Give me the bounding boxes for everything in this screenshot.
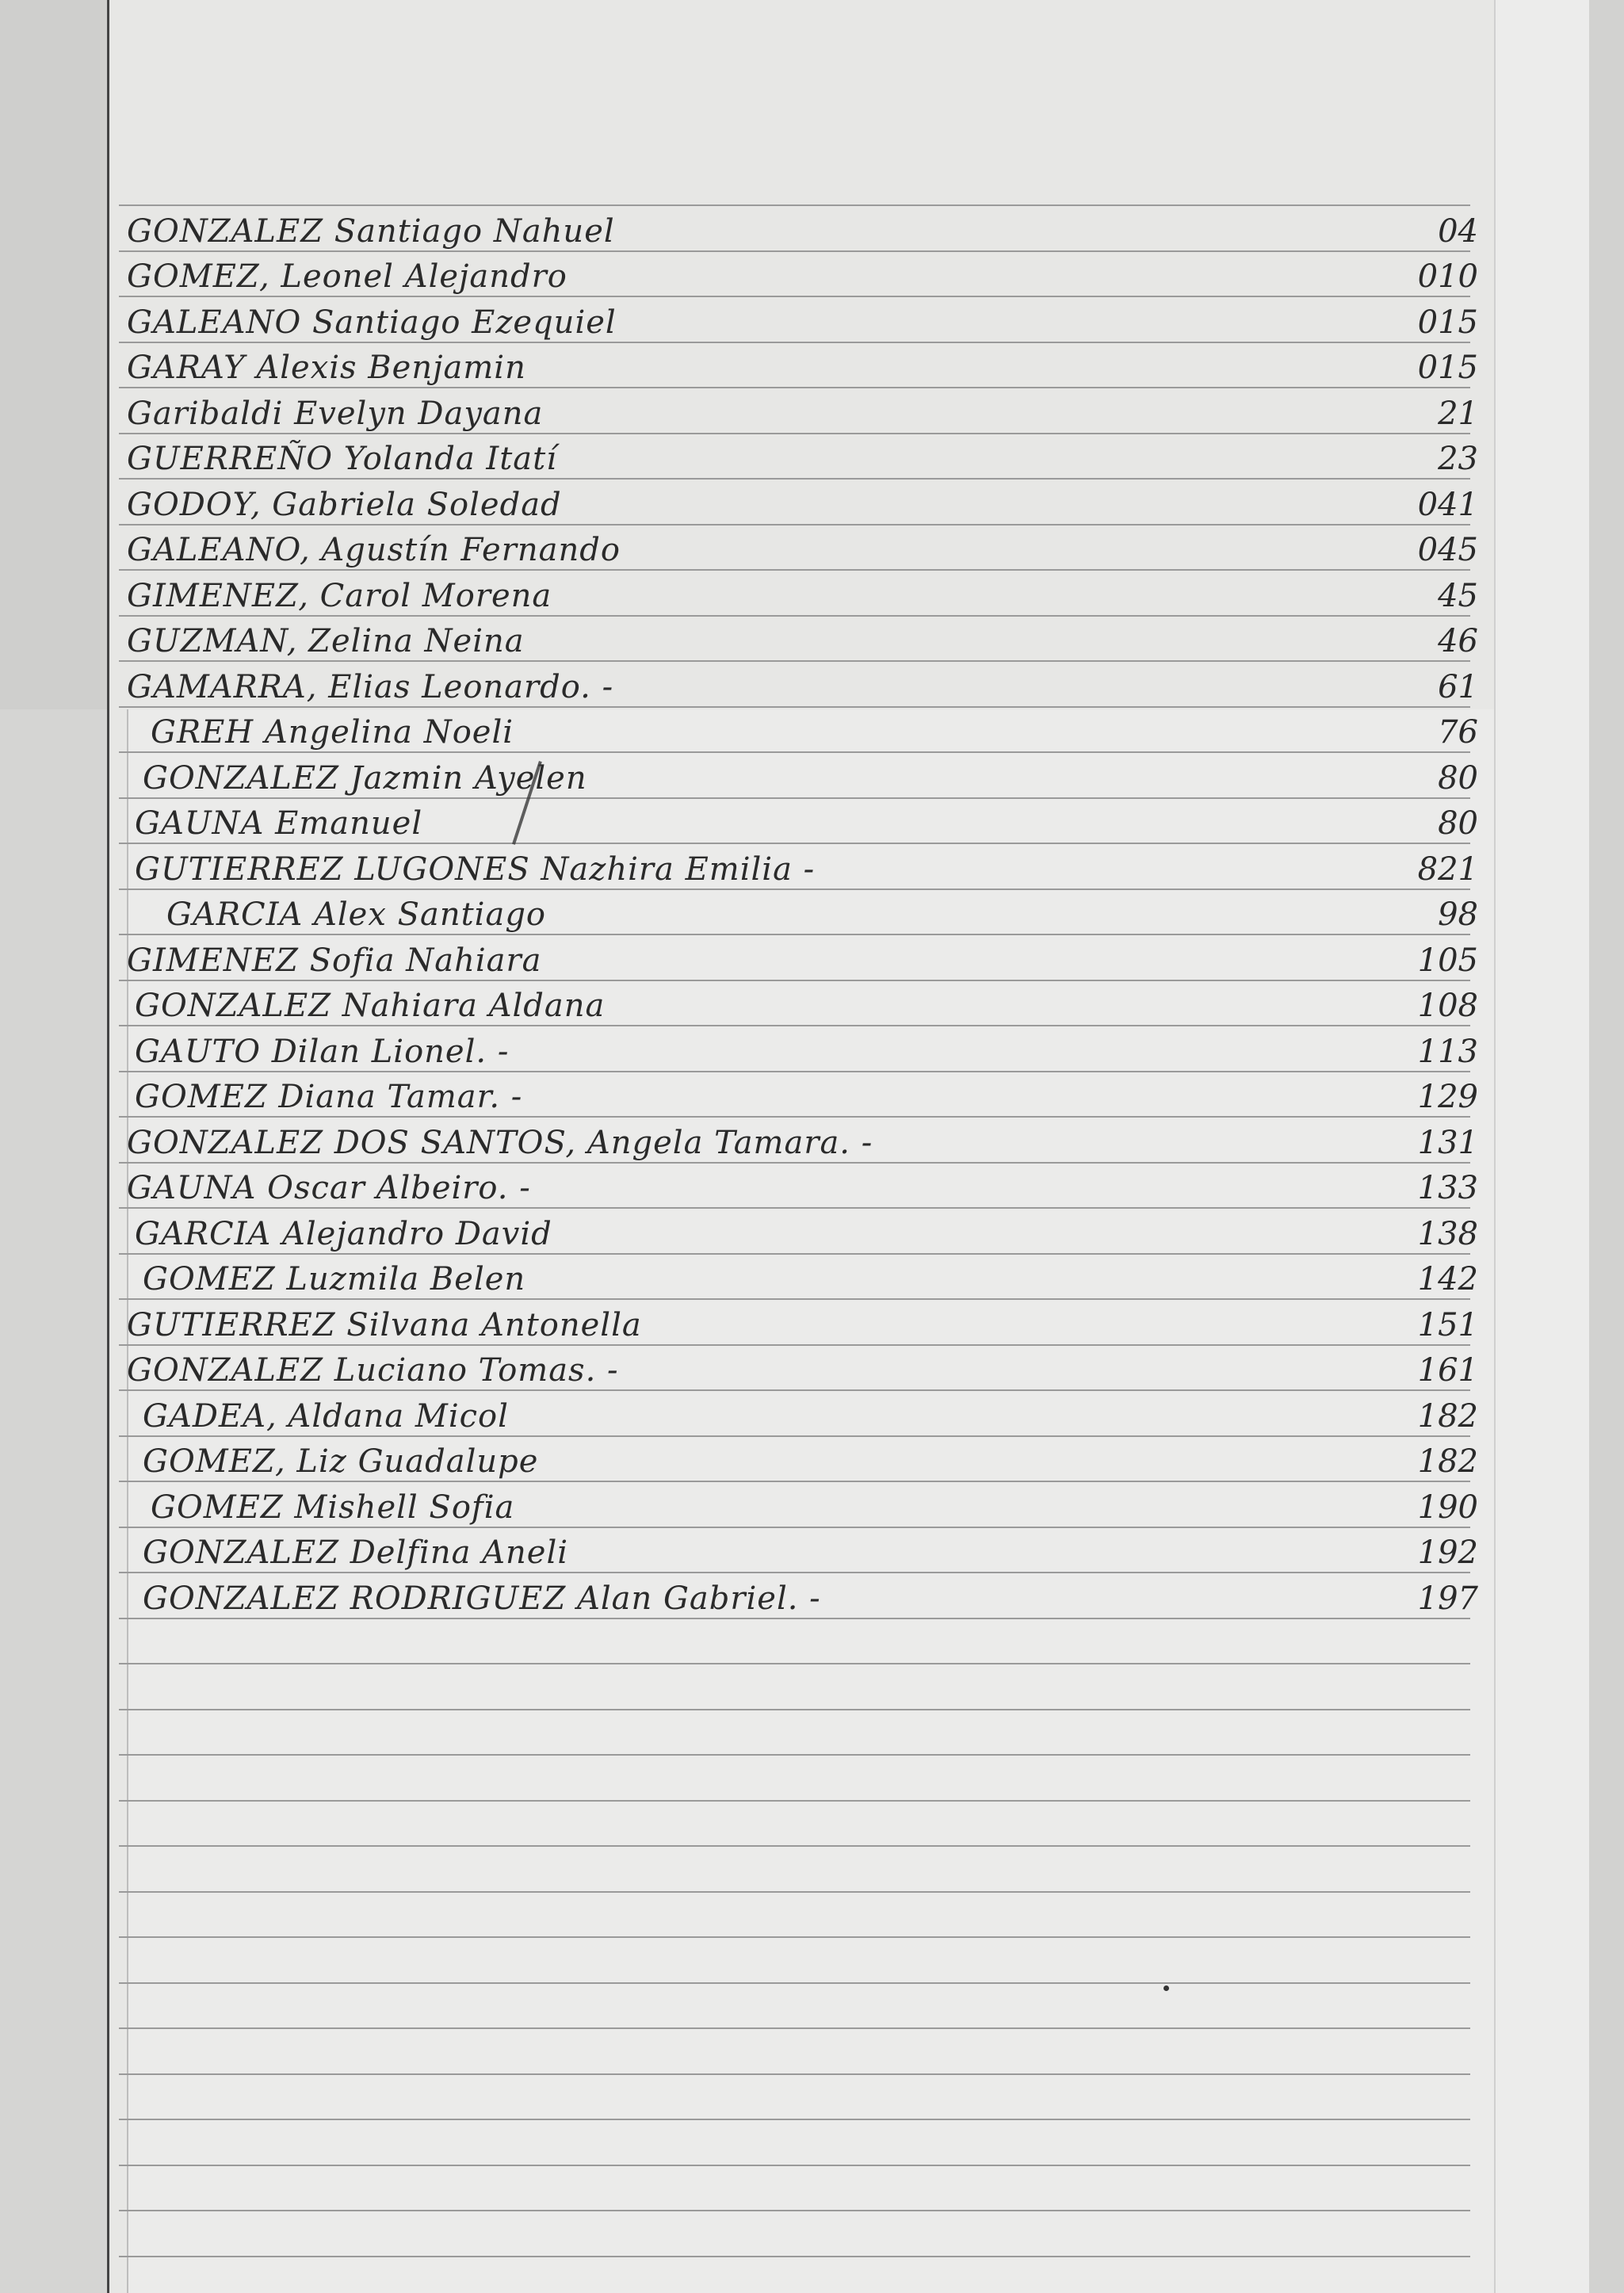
entry-name: GIMENEZ, Carol Morena	[127, 577, 552, 614]
ruled-line	[119, 2027, 1470, 2029]
entry-name: GUZMAN, Zelina Neina	[127, 623, 525, 659]
entry-number: 151	[1417, 1306, 1478, 1343]
entry-number: 76	[1438, 714, 1478, 751]
entry-name: GARCIA Alex Santiago	[166, 896, 547, 933]
entry-name: GOMEZ Mishell Sofia	[151, 1489, 515, 1526]
entry-name: GONZALEZ Santiago Nahuel	[127, 212, 615, 250]
entry-number: 105	[1417, 942, 1478, 979]
entry-number: 161	[1417, 1352, 1478, 1389]
entry-number: 21	[1438, 395, 1478, 432]
entry-name: GUTIERREZ Silvana Antonella	[127, 1306, 642, 1343]
entry-name: GUTIERREZ LUGONES Nazhira Emilia -	[135, 850, 816, 888]
entry-number: 010	[1417, 258, 1478, 295]
entry-name: GUERREÑO Yolanda Itatí	[127, 441, 557, 477]
entry-name: GOMEZ, Liz Guadalupe	[143, 1443, 539, 1480]
ruled-line	[119, 1982, 1470, 1984]
entry-number: 182	[1417, 1443, 1478, 1480]
ruled-line	[119, 1845, 1470, 1847]
entry-number: 113	[1417, 1033, 1478, 1070]
entry-name: GARAY Alexis Benjamin	[127, 350, 526, 386]
entry-number: 133	[1417, 1170, 1478, 1206]
ruled-line	[119, 1754, 1470, 1756]
entry-number: 98	[1438, 896, 1478, 933]
ruled-line	[119, 204, 1470, 206]
ruled-line	[119, 1936, 1470, 1938]
entry-name: GALEANO Santiago Ezequiel	[127, 304, 617, 341]
entry-number: 108	[1417, 988, 1478, 1024]
entry-number: 821	[1417, 850, 1478, 888]
entry-number: 46	[1438, 623, 1478, 659]
entry-number: 015	[1417, 304, 1478, 341]
entry-name: GIMENEZ Sofia Nahiara	[127, 942, 542, 979]
entry-number: 015	[1417, 350, 1478, 386]
entry-name: GOMEZ, Leonel Alejandro	[127, 258, 567, 295]
entry-name: GONZALEZ Delfina Aneli	[143, 1534, 569, 1571]
ruled-line	[119, 2073, 1470, 2075]
right-page-edge	[1589, 0, 1624, 2293]
entry-name: GAMARRA, Elias Leonardo. -	[127, 668, 614, 705]
entry-name: GONZALEZ Nahiara Aldana	[135, 988, 606, 1024]
ruled-line	[119, 2256, 1470, 2257]
ruled-line	[119, 2119, 1470, 2120]
entry-number: 80	[1438, 759, 1478, 797]
entry-name: GAUNA Emanuel	[135, 805, 423, 842]
entry-name: GONZALEZ RODRIGUEZ Alan Gabriel. -	[143, 1580, 821, 1617]
entry-number: 131	[1417, 1124, 1478, 1161]
entry-name: GOMEZ Luzmila Belen	[143, 1261, 526, 1297]
entry-name: GAUNA Oscar Albeiro. -	[127, 1170, 531, 1206]
entry-number: 138	[1417, 1215, 1478, 1252]
entry-number: 23	[1438, 441, 1478, 477]
entry-name: GODOY, Gabriela Soledad	[127, 486, 562, 523]
ruled-line	[119, 2210, 1470, 2211]
ruled-line	[119, 1800, 1470, 1802]
ruled-line	[119, 1891, 1470, 1893]
entry-name: GOMEZ Diana Tamar. -	[135, 1079, 523, 1115]
entry-number: 192	[1417, 1534, 1478, 1571]
right-margin	[1494, 0, 1591, 2293]
entry-number: 142	[1417, 1261, 1478, 1297]
entry-number: 61	[1438, 668, 1478, 705]
entry-name: Garibaldi Evelyn Dayana	[127, 395, 544, 432]
entry-number: 04	[1438, 212, 1478, 250]
entry-number: 129	[1417, 1079, 1478, 1115]
entry-number: 182	[1417, 1397, 1478, 1435]
entry-name: GONZALEZ Jazmin Ayelen	[143, 759, 587, 797]
ink-dot	[1164, 1985, 1169, 1991]
entry-number: 041	[1417, 486, 1478, 523]
entry-number: 190	[1417, 1489, 1478, 1526]
ruled-line	[119, 1663, 1470, 1664]
entry-name: GALEANO, Agustín Fernando	[127, 532, 621, 568]
entry-name: GADEA, Aldana Micol	[143, 1397, 509, 1435]
ruled-line	[119, 2165, 1470, 2166]
entry-name: GONZALEZ Luciano Tomas. -	[127, 1352, 619, 1389]
entry-name: GARCIA Alejandro David	[135, 1215, 552, 1252]
entry-number: 197	[1417, 1580, 1478, 1617]
entry-name: GONZALEZ DOS SANTOS, Angela Tamara. -	[127, 1124, 873, 1161]
ruled-line	[119, 1709, 1470, 1710]
entry-number: 45	[1438, 577, 1478, 614]
entry-number: 045	[1417, 532, 1478, 568]
entry-name: GREH Angelina Noeli	[151, 714, 514, 751]
entry-number: 80	[1438, 805, 1478, 842]
entry-name: GAUTO Dilan Lionel. -	[135, 1033, 510, 1070]
